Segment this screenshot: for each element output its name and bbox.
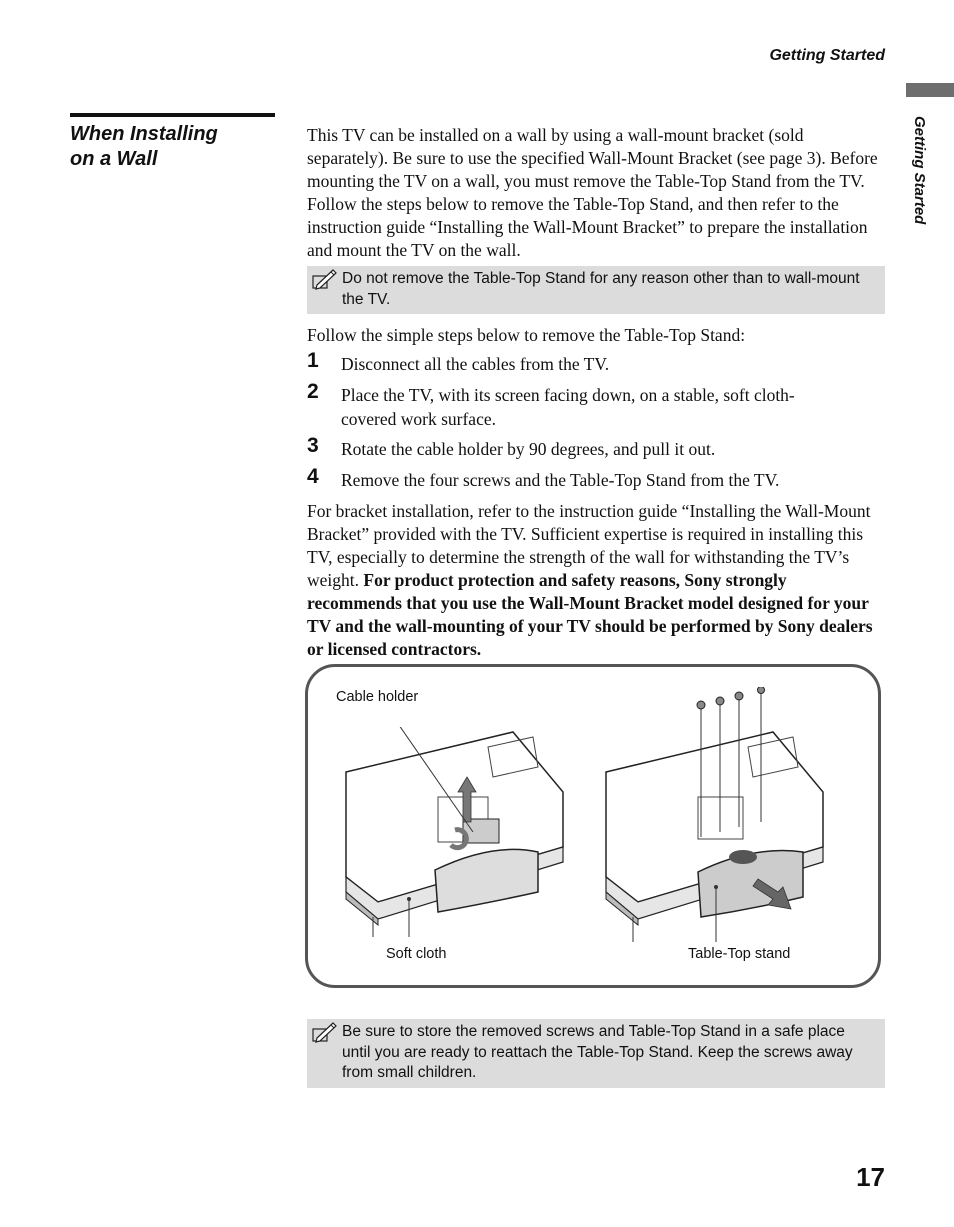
note-box-1 [307,266,885,314]
side-tab-label: Getting Started [911,116,928,225]
bracket-text: For bracket installation, refer to the instruction guide “Installing the Wall-Mount Bracket” provided with the TV. Sufficient expertise is required in installing this TV, especially to determine the strength of the wall for withstanding the TV’s weight. [307,501,871,590]
section-title [70,122,270,172]
step-text: Rotate the cable holder by 90 degrees, and pull it out. [341,439,716,459]
bracket-warning: For product protection and safety reasons, Sony strongly recommends that you use the Wall-Mount Bracket model designed for your TV and the wall-mounting of your TV should be performed by Sony dealers or licensed contractors. [307,570,873,659]
section-tab-marker [906,83,954,97]
step-4 [307,465,885,492]
label-cable-holder: Cable holder [336,689,419,705]
step-1 [307,349,885,376]
section-rule [70,113,275,117]
main-column [307,124,885,661]
stand-removal-figure [305,664,881,988]
step-text: Remove the four screws and the Table-Top Stand from the TV. [341,470,780,490]
tv-back-illustration-left [343,727,568,937]
note-1-text: Do not remove the Table-Top Stand for any reason other than to wall-mount the TV. [342,270,860,308]
pencil-note-icon [312,1021,338,1043]
section-title-line1: When Installing [70,123,218,145]
step-text: Place the TV, with its screen facing down, on a stable, soft cloth-covered work surface. [341,385,795,429]
label-table-top-stand: Table-Top stand [688,946,791,962]
steps-list [307,349,885,492]
side-tab [900,116,930,256]
step-text: Disconnect all the cables from the TV. [341,354,610,374]
step-number: 1 [307,349,319,372]
pencil-note-icon [312,268,338,290]
page-number: 17 [856,1162,885,1192]
step-number: 3 [307,434,319,457]
note-2-text: Be sure to store the removed screws and Table-Top Stand in a safe place until you are ready to reattach the Table-Top Stand. Keep the screws away from small children. [342,1023,853,1081]
steps-intro: Follow the simple steps below to remove the Table-Top Stand: [307,325,746,345]
intro-paragraph: This TV can be installed on a wall by using a wall-mount bracket (sold separately). Be sure to use the specified Wall-Mount Bracket (see page 3). Before mounting the TV on a wall, you must remove the Table-Top Stand from the TV. Follow the steps below to remove the Table-Top Stand, and then refer to the instruction guide “Installing the Wall-Mount Bracket” to prepare the installation and mount the TV on the wall. [307,125,878,260]
step-number: 2 [307,380,319,403]
step-number: 4 [307,465,319,488]
step-3 [307,434,885,461]
bracket-paragraph [307,500,885,661]
running-header: Getting Started [769,47,885,64]
tv-back-illustration-right [603,687,828,942]
section-title-line2: on a Wall [70,148,158,170]
note-box-2 [307,1019,885,1088]
label-soft-cloth: Soft cloth [386,946,447,962]
step-2 [307,380,885,431]
